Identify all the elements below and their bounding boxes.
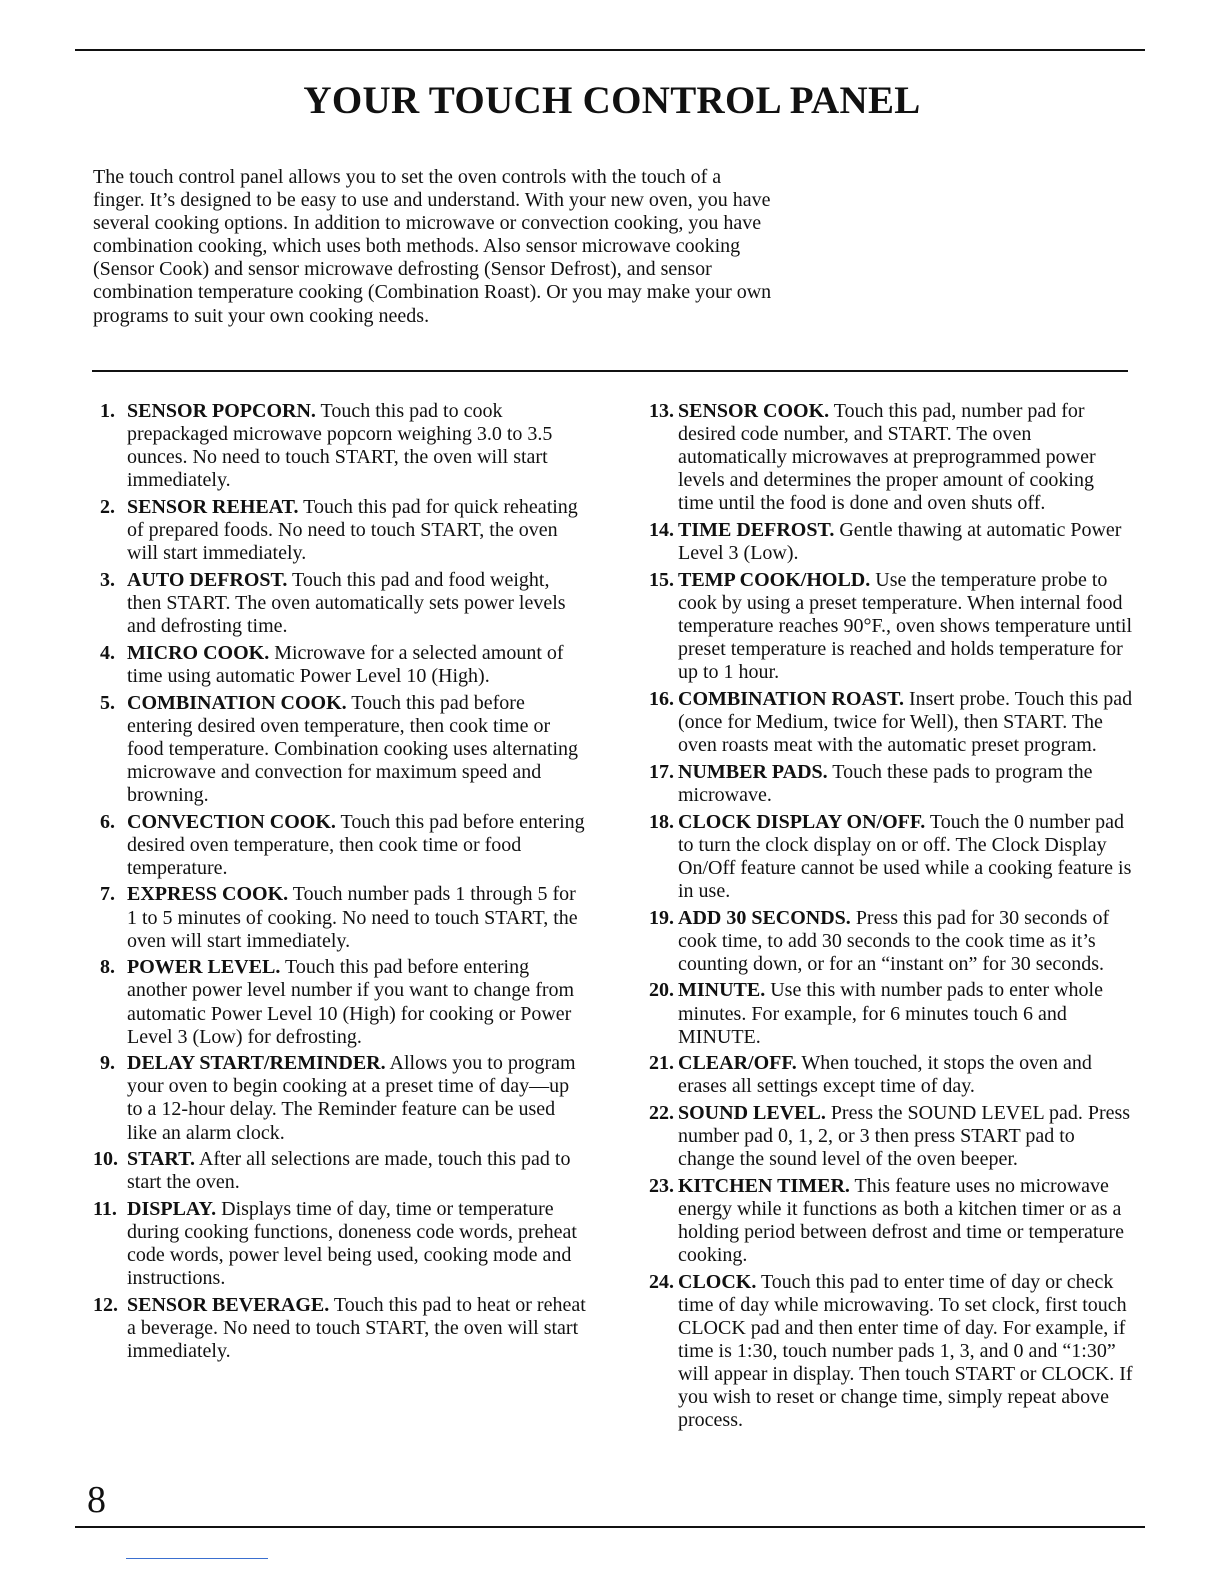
item-heading: SENSOR REHEAT.: [127, 495, 299, 518]
item-number: 14.: [649, 519, 674, 542]
control-list-item: [93, 1294, 588, 1363]
page-title: YOUR TOUCH CONTROL PANEL: [303, 79, 921, 122]
item-number: 8.: [100, 956, 115, 979]
scan-mark-line: [126, 1558, 268, 1559]
item-description: Allows you to program your oven to begin cooking at a preset time of day—up to a 12-hour delay. The Reminder feature can be used like an alarm clock.: [127, 1052, 576, 1144]
item-heading: ADD 30 SECONDS.: [678, 906, 851, 929]
control-list-item: [643, 519, 1133, 565]
control-list-item: [643, 811, 1133, 903]
control-list-item: [93, 956, 588, 1048]
item-number: 7.: [100, 883, 115, 906]
control-list-item: [643, 1271, 1133, 1433]
item-description: Press this pad for 30 seconds of cook time, to add 30 seconds to the cook time as it’s counting down, or for an “instant on” for 30 seconds.: [678, 906, 1110, 975]
item-description: Touch the 0 number pad to turn the clock display on or off. The Clock Display On/Off feature cannot be used while a cooking feature is in use.: [678, 810, 1132, 902]
item-heading: EXPRESS COOK.: [127, 883, 289, 906]
item-number: 13.: [649, 400, 674, 422]
control-list-item: [643, 1175, 1133, 1267]
control-list-left: [93, 400, 588, 1367]
item-number: 1.: [100, 400, 115, 422]
control-list-item: [93, 1148, 588, 1194]
item-heading: POWER LEVEL.: [127, 956, 281, 979]
item-description: Touch this pad, number pad for desired code number, and START. The oven automatically microwaves at preprogrammed power levels and determines the proper amount of cooking time until the food is done and oven shuts off.: [678, 400, 1096, 515]
control-list-item: [643, 1102, 1133, 1171]
item-number: 15.: [649, 568, 674, 591]
item-number: 11.: [93, 1198, 117, 1221]
item-description: After all selections are made, touch this pad to start the oven.: [127, 1148, 571, 1194]
item-number: 24.: [649, 1270, 674, 1293]
item-description: Touch these pads to program the microwave.: [678, 760, 1093, 806]
control-list-item: [93, 642, 588, 688]
bottom-rule: [75, 1526, 1145, 1528]
item-description: When touched, it stops the oven and erases all settings except time of day.: [678, 1052, 1092, 1098]
item-heading: CONVECTION COOK.: [127, 810, 336, 833]
control-list-item: [643, 1052, 1133, 1098]
control-list-item: [93, 496, 588, 565]
item-description: Touch this pad to enter time of day or check time of day while microwaving. To set clock, first touch CLOCK pad and then enter time of day. For example, if time is 1:30, touch number pads 1, 3, and 0 and “1:30” will appear in display. Then touch START or CLOCK. If you wish to reset or change time, simply repeat above process.: [678, 1270, 1133, 1432]
item-heading: CLOCK.: [678, 1270, 757, 1293]
item-description: Displays time of day, time or temperature during cooking functions, doneness code words, preheat code words, power level being used, cooking mode and instructions.: [127, 1198, 577, 1290]
item-description: Press the SOUND LEVEL pad. Press number pad 0, 1, 2, or 3 then press START pad to change the sound level of the oven beeper.: [678, 1102, 1131, 1171]
item-heading: DELAY START/REMINDER.: [127, 1052, 386, 1075]
control-list-item: [93, 1198, 588, 1290]
control-list-item: [93, 883, 588, 952]
item-number: 3.: [100, 568, 115, 591]
control-list-item: [93, 1052, 588, 1144]
intro-paragraph: The touch control panel allows you to set the oven controls with the touch of a finger. It’s designed to be easy to use and understand. With your new oven, you have several cooking options. In addition to microwave or convection cooking, you have combination cooking, which uses both methods. Also sensor microwave cooking (Sensor Cook) and sensor microwave defrosting (Sensor Defrost), and sensor combination temperature cooking (Combination Roast). Or you may make your own programs to suit your own cooking needs.: [93, 166, 772, 327]
item-heading: SENSOR COOK.: [678, 400, 830, 422]
item-heading: SENSOR BEVERAGE.: [127, 1294, 330, 1316]
control-list-item: [643, 761, 1133, 807]
item-heading: SENSOR POPCORN.: [127, 400, 316, 422]
item-description: Touch this pad and food weight, then START. The oven automatically sets power levels and defrosting time.: [127, 568, 566, 638]
item-description: Insert probe. Touch this pad (once for Medium, twice for Well), then START. The oven roasts meat with the automatic preset program.: [678, 687, 1133, 757]
item-number: 21.: [649, 1052, 674, 1075]
item-description: Gentle thawing at automatic Power Level 3 (Low).: [678, 519, 1122, 565]
item-heading: COMBINATION COOK.: [127, 691, 347, 714]
item-number: 22.: [649, 1102, 674, 1125]
item-description: This feature uses no microwave energy while it functions as both a kitchen timer or as a holding period between defrost and time or temperature cooking.: [678, 1174, 1124, 1267]
item-number: 4.: [100, 641, 115, 664]
item-description: Touch this pad to cook prepackaged microwave popcorn weighing 3.0 to 3.5 ounces. No need to touch START, the oven will start immediately.: [127, 400, 553, 492]
item-description: Use this with number pads to enter whole minutes. For example, for 6 minutes touch 6 and MINUTE.: [678, 979, 1103, 1048]
control-list-item: [643, 979, 1133, 1048]
item-description: Use the temperature probe to cook by using a preset temperature. When internal food temperature reaches 90°F., oven shows temperature until preset temperature is reached and holds temperature for up to 1 hour.: [678, 568, 1133, 684]
item-heading: AUTO DEFROST.: [127, 568, 288, 591]
item-number: 6.: [100, 810, 115, 833]
item-number: 19.: [649, 906, 674, 929]
item-heading: TEMP COOK/HOLD.: [678, 568, 871, 591]
item-description: Touch this pad before entering desired oven temperature, then cook time or food temperature. Combination cooking uses alternating microwave and convection for maximum speed and browning.: [127, 691, 578, 806]
control-list-item: [643, 569, 1133, 684]
item-number: 2.: [100, 495, 115, 518]
item-heading: KITCHEN TIMER.: [678, 1174, 850, 1197]
top-rule: [75, 49, 1145, 51]
item-heading: START.: [127, 1148, 196, 1171]
item-number: 23.: [649, 1174, 674, 1197]
item-number: 20.: [649, 979, 674, 1002]
item-description: Touch this pad for quick reheating of prepared foods. No need to touch START, the oven will start immediately.: [127, 495, 578, 565]
control-list-item: [643, 907, 1133, 976]
item-number: 16.: [649, 687, 674, 710]
item-description: Touch this pad before entering desired oven temperature, then cook time or food temperature.: [127, 810, 585, 879]
item-number: 10.: [93, 1148, 118, 1171]
control-list-item: [643, 400, 1133, 515]
item-number: 17.: [649, 760, 674, 783]
control-list-item: [643, 688, 1133, 757]
control-list-item: [93, 811, 588, 880]
item-number: 9.: [100, 1052, 115, 1075]
item-heading: COMBINATION ROAST.: [678, 687, 904, 710]
page-number: 8: [87, 1479, 106, 1521]
item-heading: SOUND LEVEL.: [678, 1102, 826, 1125]
section-divider: [92, 370, 1128, 372]
item-description: Touch number pads 1 through 5 for 1 to 5 minutes of cooking. No need to touch START, the oven will start immediately.: [127, 883, 578, 952]
item-heading: MINUTE.: [678, 979, 766, 1002]
control-list-item: [93, 400, 588, 492]
item-number: 18.: [649, 810, 674, 833]
item-heading: CLEAR/OFF.: [678, 1052, 797, 1075]
item-heading: MICRO COOK.: [127, 641, 270, 664]
item-description: Touch this pad to heat or reheat a beverage. No need to touch START, the oven will start immediately.: [127, 1294, 586, 1363]
control-list-item: [93, 692, 588, 807]
control-list-right: [643, 400, 1133, 1436]
control-list-item: [93, 569, 588, 638]
item-number: 5.: [100, 691, 115, 714]
item-number: 12.: [93, 1294, 118, 1316]
item-heading: CLOCK DISPLAY ON/OFF.: [678, 810, 926, 833]
item-description: Microwave for a selected amount of time using automatic Power Level 10 (High).: [127, 641, 564, 687]
item-heading: NUMBER PADS.: [678, 760, 828, 783]
item-heading: DISPLAY.: [127, 1198, 217, 1221]
item-description: Touch this pad before entering another power level number if you want to change from automatic Power Level 10 (High) for cooking or Power Level 3 (Low) for defrosting.: [127, 956, 575, 1048]
item-heading: TIME DEFROST.: [678, 519, 835, 542]
